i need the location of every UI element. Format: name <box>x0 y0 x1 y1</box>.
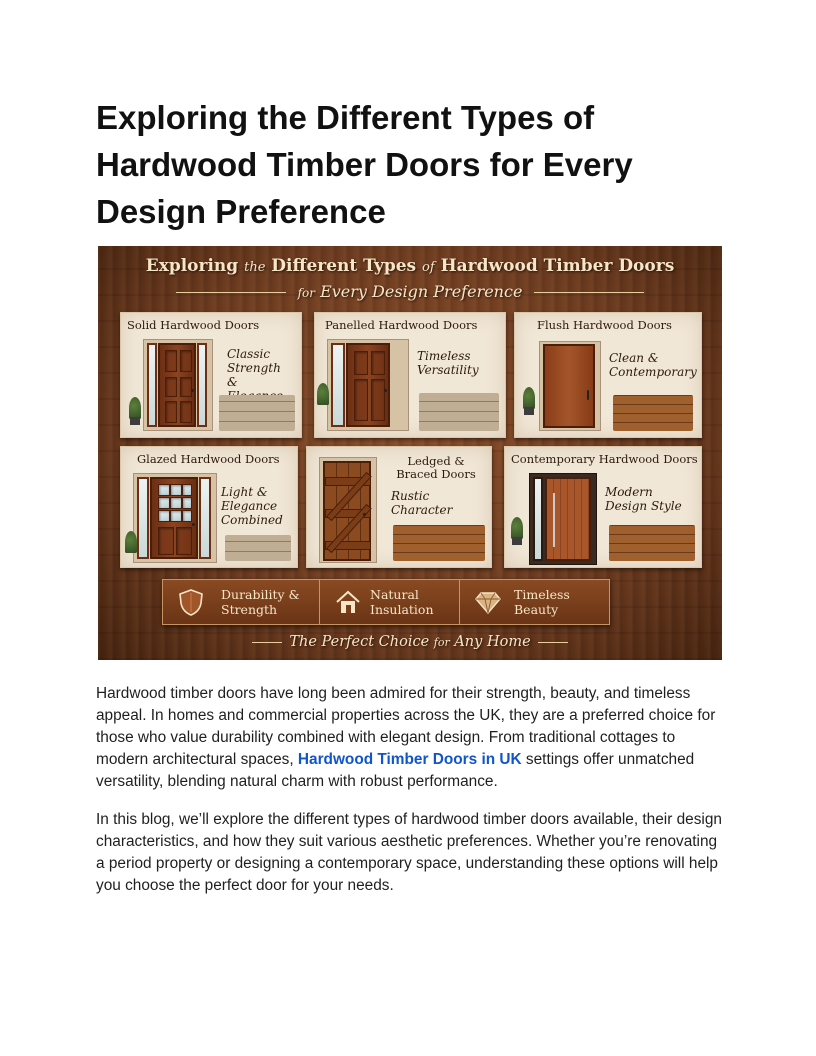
page-title: Exploring the Different Types of Hardwood Timber Doors for Every Design Preference <box>96 99 633 230</box>
flush-door-image <box>543 344 595 428</box>
card-flush-hardwood <box>514 312 702 438</box>
card-title: Contemporary Hardwood Doors <box>511 452 698 466</box>
hero-infographic <box>98 246 722 660</box>
card-tagline: Modern Design Style <box>605 485 682 513</box>
card-title: Glazed Hardwood Doors <box>137 452 280 466</box>
card-title: Solid Hardwood Doors <box>127 318 260 332</box>
infographic-subtitle: for Every Design Preference <box>98 282 722 301</box>
feature-durability: Durability & Strength <box>163 580 319 624</box>
card-tagline: Clean & Contemporary <box>609 351 697 379</box>
card-title: Panelled Hardwood Doors <box>325 318 478 332</box>
house-icon <box>334 588 362 616</box>
blog-intro-paragraph: In this blog, we’ll explore the different types of hardwood timber doors available, their design characteristics, and how they suit various aesthetic preferences. Whether you’re renovating a period property or designing a contemporary space, understanding these options will help you choose the perfect door for your needs. <box>96 811 722 894</box>
intro-paragraph: Hardwood timber doors have long been admired for their strength, beauty, and timeless appeal. In homes and commercial properties across the UK, they are a preferred choice for those who value durability combined with elegant design. From traditional cottages to modern architectural spaces, Hardwood Timber Doors in UK settings offer unmatched versatility, blending natural charm with robust performance. <box>96 685 716 790</box>
features-bar <box>162 579 610 625</box>
card-contemporary-hardwood <box>504 446 702 568</box>
infographic-title: Exploring the Different Types of Hardwood Timber Doors <box>145 256 675 276</box>
card-panelled-hardwood <box>314 312 506 438</box>
card-solid-hardwood <box>120 312 302 438</box>
card-title: Ledged & Braced Doors <box>396 454 476 481</box>
ledged-braced-door-image <box>323 461 371 561</box>
diamond-icon <box>474 588 502 616</box>
contemporary-door-image <box>545 477 591 561</box>
card-tagline: Light & Elegance Combined <box>221 485 283 527</box>
feature-beauty: Timeless Beauty <box>459 580 610 624</box>
card-ledged-braced <box>306 446 492 568</box>
card-tagline: Timeless Versatility <box>417 349 479 377</box>
card-tagline: Classic Strength & <box>227 347 281 389</box>
card-glazed-hardwood <box>120 446 298 568</box>
infographic-footer: The Perfect Choice for Any Home <box>98 634 722 650</box>
glazed-door-image <box>150 477 198 559</box>
card-title: Flush Hardwood Doors <box>537 318 672 332</box>
card-tagline: Rustic Character <box>391 489 453 517</box>
shield-icon <box>177 588 205 616</box>
feature-insulation: Natural Insulation <box>319 580 460 624</box>
panelled-door-image <box>346 343 390 427</box>
hardwood-doors-link[interactable]: Hardwood Timber Doors in UK <box>297 751 522 768</box>
solid-door-image <box>158 343 196 427</box>
